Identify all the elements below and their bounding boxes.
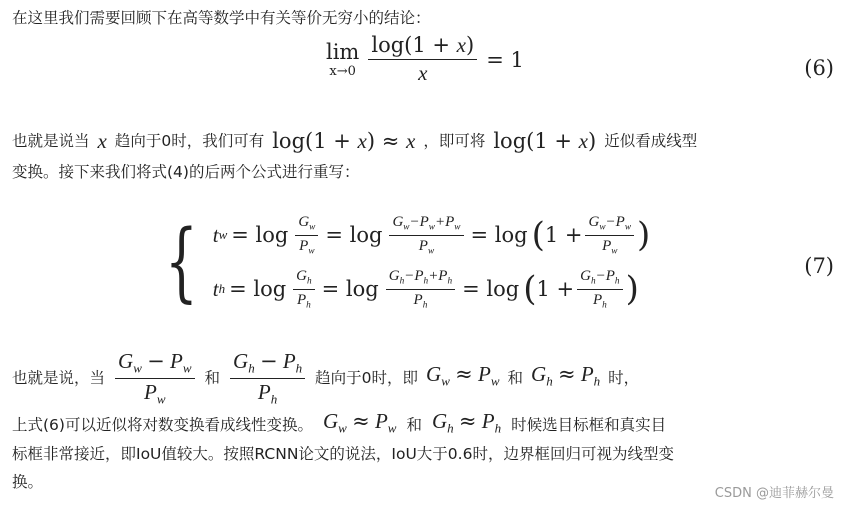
eq7-r1-oneplus: 1 + xyxy=(544,223,583,247)
eq6-denominator: x xyxy=(418,61,428,86)
p3-line-4: 换。 xyxy=(12,473,44,491)
eq7-r2-lparen: ( xyxy=(523,269,537,309)
r1f2nm: −P xyxy=(409,214,429,231)
eq6-num-x: x xyxy=(456,33,466,57)
eq7-r2-rparen: ) xyxy=(625,269,639,309)
eq7-r2-frac3 xyxy=(577,268,622,310)
eq7-r1-lhs: t xyxy=(212,222,219,247)
eq7-row-2 xyxy=(213,262,651,316)
p2-approx-b: ) ≈ xyxy=(366,129,406,153)
p3-and-3: 和 xyxy=(406,416,422,434)
p3-and-1: 和 xyxy=(204,369,221,387)
p3-approx-w: $G_w \approx P_w$ xyxy=(426,362,500,389)
p2-x: x xyxy=(97,129,107,153)
r1f1ds: w xyxy=(308,245,315,256)
r2f1d: P xyxy=(296,291,307,308)
left-brace: { xyxy=(164,212,198,312)
r1f3n: G xyxy=(588,214,600,231)
r2f2ds: h xyxy=(422,299,428,310)
lim-subscript: x→0 xyxy=(329,64,356,80)
p3-line2-a: 上式(6)可以近似将对数变换看成线性变换。 xyxy=(12,416,313,434)
equation-7-number: (7) xyxy=(804,254,834,278)
p2-text-4: 近似看成线型 xyxy=(604,132,698,150)
p3-text-2: 趋向于0时，即 xyxy=(315,369,419,387)
p3-text-1: 也就是说，当 xyxy=(12,369,106,387)
csdn-watermark: CSDN @迪菲赫尔曼 xyxy=(714,486,834,501)
r2f2d: P xyxy=(413,291,423,308)
eq7-r2-lhs: t xyxy=(212,276,219,301)
eq7-r1-frac3 xyxy=(585,214,634,256)
p2-log-b: ) xyxy=(587,129,597,153)
eq7-r2-frac2 xyxy=(386,268,455,310)
p3-line2-b: 时候选目标框和真实目 xyxy=(511,416,667,434)
r1f3ns1: w xyxy=(599,222,606,233)
eq7-r1-log1: = log xyxy=(231,223,289,247)
p3-approx-h: $G_h \approx P_h$ xyxy=(531,362,601,389)
eq7-row-1 xyxy=(213,208,651,262)
r2f3n: G xyxy=(580,268,591,285)
r1f1d: P xyxy=(299,237,309,254)
eq6-fraction xyxy=(368,34,477,85)
r1f3ns2: w xyxy=(624,222,632,233)
eq6-num-text: log(1 + xyxy=(371,33,457,57)
eq7-r1-lhs-sub: w xyxy=(218,227,228,242)
p3-frac-h: $\frac{G_h - P_h}{P_h}$ xyxy=(230,350,305,407)
p2-text-3: ，即可将 xyxy=(423,132,486,150)
p3-line-3: 标框非常接近，即IoU值较大。按照RCNN论文的说法，IoU大于0.6时，边界框回归可视为线型变 xyxy=(12,445,674,463)
r1f2np: +P xyxy=(435,214,455,231)
equation-7 xyxy=(154,208,650,316)
eq7-r1-frac2 xyxy=(389,214,463,256)
eq7-r1-log3: = log xyxy=(470,223,528,247)
r2f2np: +P xyxy=(428,268,448,285)
eq7-r1-lparen: ( xyxy=(531,215,545,255)
eq7-r2-lhs-sub: h xyxy=(218,281,226,296)
p2-approx-x: x xyxy=(357,129,367,153)
p2-text-1: 也就是说当 xyxy=(12,132,90,150)
r1f3d: P xyxy=(602,237,612,254)
r2f3nm: −P xyxy=(595,268,615,285)
p2-log-a: log(1 + xyxy=(493,129,579,153)
equation-6-number: (6) xyxy=(804,56,834,80)
r1f3ds: w xyxy=(611,245,618,256)
p2-approx-x2: x xyxy=(406,129,416,153)
r2f3ns1: h xyxy=(590,276,596,287)
r2f2nm: −P xyxy=(404,268,424,285)
r2f2ns3: h xyxy=(447,276,453,287)
lim-operator: lim xyxy=(326,40,360,65)
paragraph-3 xyxy=(12,346,838,496)
r2f2n: G xyxy=(388,268,400,285)
eq7-r2-log3: = log xyxy=(462,277,520,301)
p3-line2-approx-h: $G_h \approx P_h$ xyxy=(431,409,502,436)
r1f2n: G xyxy=(392,214,404,231)
eq7-r2-log1: = log xyxy=(229,277,287,301)
r1f2ns3: w xyxy=(454,222,461,233)
eq6-num-close: ) xyxy=(466,33,475,57)
r1f1n: G xyxy=(298,214,310,231)
eq7-r1-log2: = log xyxy=(325,223,383,247)
eq7-r2-oneplus: 1 + xyxy=(536,277,575,301)
intro-text: 在这里我们需要回顾下在高等数学中有关等价无穷小的结论： xyxy=(12,9,431,27)
r2f3d: P xyxy=(592,291,603,308)
r2f3ds: h xyxy=(602,299,607,310)
p2-log-expr xyxy=(493,127,596,155)
p3-line2-approx-w: $G_w \approx P_w$ xyxy=(322,409,397,436)
paragraph-2 xyxy=(12,124,838,186)
r2f1n: G xyxy=(296,268,307,285)
eq7-r2-log2: = log xyxy=(321,277,379,301)
r1f3nm: −P xyxy=(605,214,625,231)
eq6-rhs: = 1 xyxy=(486,47,524,72)
equation-6 xyxy=(326,34,524,85)
p3-and-2: 和 xyxy=(507,369,524,387)
r1f2d: P xyxy=(418,237,428,254)
eq7-r1-rparen: ) xyxy=(637,215,651,255)
r2f1ds: h xyxy=(306,299,311,310)
p2-approx-a: log(1 + xyxy=(272,129,358,153)
eq7-r2-frac1 xyxy=(293,268,315,310)
r2f3ns2: h xyxy=(614,276,620,287)
r1f2ns1: w xyxy=(403,222,410,233)
r1f2ns2: w xyxy=(428,222,435,233)
p2-approx-expr xyxy=(272,127,415,155)
r2f2ns1: h xyxy=(399,276,405,287)
p2-text-2: 趋向于0时，我们可有 xyxy=(114,132,265,150)
p3-text-3: 时， xyxy=(608,369,640,387)
p2-log-x: x xyxy=(578,129,588,153)
r2f1ns: h xyxy=(307,276,312,287)
eq7-r1-frac1 xyxy=(295,214,318,256)
r1f1ns: w xyxy=(309,222,316,233)
p3-frac-w: $\frac{G_w - P_w}{P_w}$ xyxy=(115,350,194,407)
r2f2ns2: h xyxy=(423,276,429,287)
p2-line-2: 变换。接下来我们将式(4)的后两个公式进行重写： xyxy=(12,163,360,181)
r1f2ds: w xyxy=(427,245,435,256)
